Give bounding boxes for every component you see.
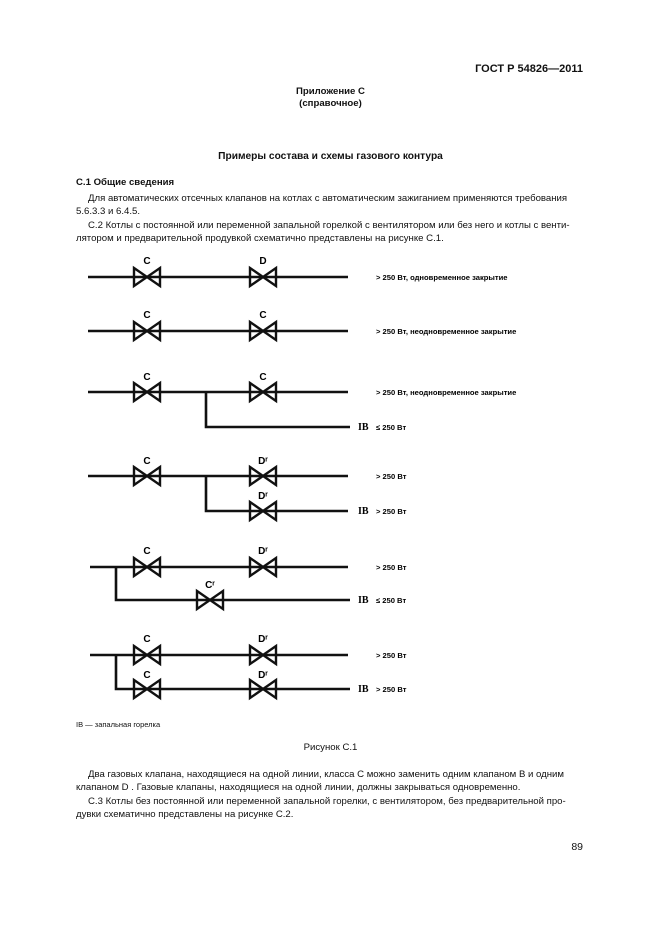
paragraph-line: Для автоматических отсечных клапанов на котлах с автоматическим зажиганием применяются требования <box>88 193 568 204</box>
valve-label: Dʳ <box>258 456 268 467</box>
valve-label: Dʳ <box>258 670 268 681</box>
legend: IB — запальная горелка <box>76 720 161 729</box>
row-description: > 250 Вт <box>376 685 407 694</box>
valve-label: C <box>143 634 151 645</box>
valve-label: C <box>143 670 151 681</box>
paragraph-line: 5.6.3.3 и 6.4.5. <box>76 206 141 218</box>
valve-label: C <box>259 310 267 321</box>
figure-caption: Рисунок С.1 <box>303 742 358 753</box>
paragraph-line: Два газовых клапана, находящиеся на одной линии, класса С можно заменить одним клапаном В и одним <box>88 769 565 780</box>
paragraph-line: дувки схематично представлены на рисунке С.2. <box>76 809 294 821</box>
row-description: > 250 Вт <box>376 472 407 481</box>
valve-label: C <box>143 456 151 467</box>
valve-label: C <box>143 546 151 557</box>
valve-label: Dʳ <box>258 634 268 645</box>
valve-label: C <box>143 310 151 321</box>
document-id: ГОСТ Р 54826—2011 <box>475 63 583 75</box>
valve-label: C <box>143 372 151 383</box>
row-description: > 250 Вт <box>376 651 407 660</box>
annex-subtitle: (справочное) <box>299 98 362 109</box>
ib-label: IB <box>358 422 369 433</box>
subsection-heading: С.1 Общие сведения <box>76 177 175 188</box>
valve-label: C <box>259 372 267 383</box>
row-description: > 250 Вт, одновременное закрытие <box>376 273 508 282</box>
ib-label: IB <box>358 595 369 606</box>
paragraph-line: лятором и предварительной продувкой схематично представлены на рисунке С.1. <box>76 233 444 245</box>
row-description: ≤ 250 Вт <box>376 423 407 432</box>
valve-label: Dʳ <box>258 546 268 557</box>
valve-label: C <box>143 256 151 267</box>
page-number: 89 <box>571 841 583 853</box>
paragraph-after <box>76 768 584 822</box>
ib-label: IB <box>358 684 369 695</box>
row-description: ≤ 250 Вт <box>376 596 407 605</box>
row-description: > 250 Вт <box>376 563 407 572</box>
paragraph-line: С.2 Котлы с постоянной или переменной запальной горелкой с вентилятором или без него и котлы с венти- <box>88 219 570 231</box>
row-description: > 250 Вт, неодновременное закрытие <box>376 388 517 397</box>
paragraph-line: С.3 Котлы без постоянной или переменной запальной горелки, с вентилятором, без предварительной про- <box>88 795 566 807</box>
ib-label: IB <box>358 506 369 517</box>
valve-label: Cʳ <box>205 580 215 591</box>
section-title: Примеры состава и схемы газового контура <box>218 151 443 162</box>
valve-label: Dʳ <box>258 491 268 502</box>
valve-label: D <box>259 256 267 267</box>
row-description: > 250 Вт, неодновременное закрытие <box>376 327 517 336</box>
row-description: > 250 Вт <box>376 507 407 516</box>
paragraph-line: клапаном D . Газовые клапаны, находящиеся на одной линии, должны закрываться одновременно. <box>76 782 521 794</box>
annex-title: Приложение С <box>296 86 365 97</box>
